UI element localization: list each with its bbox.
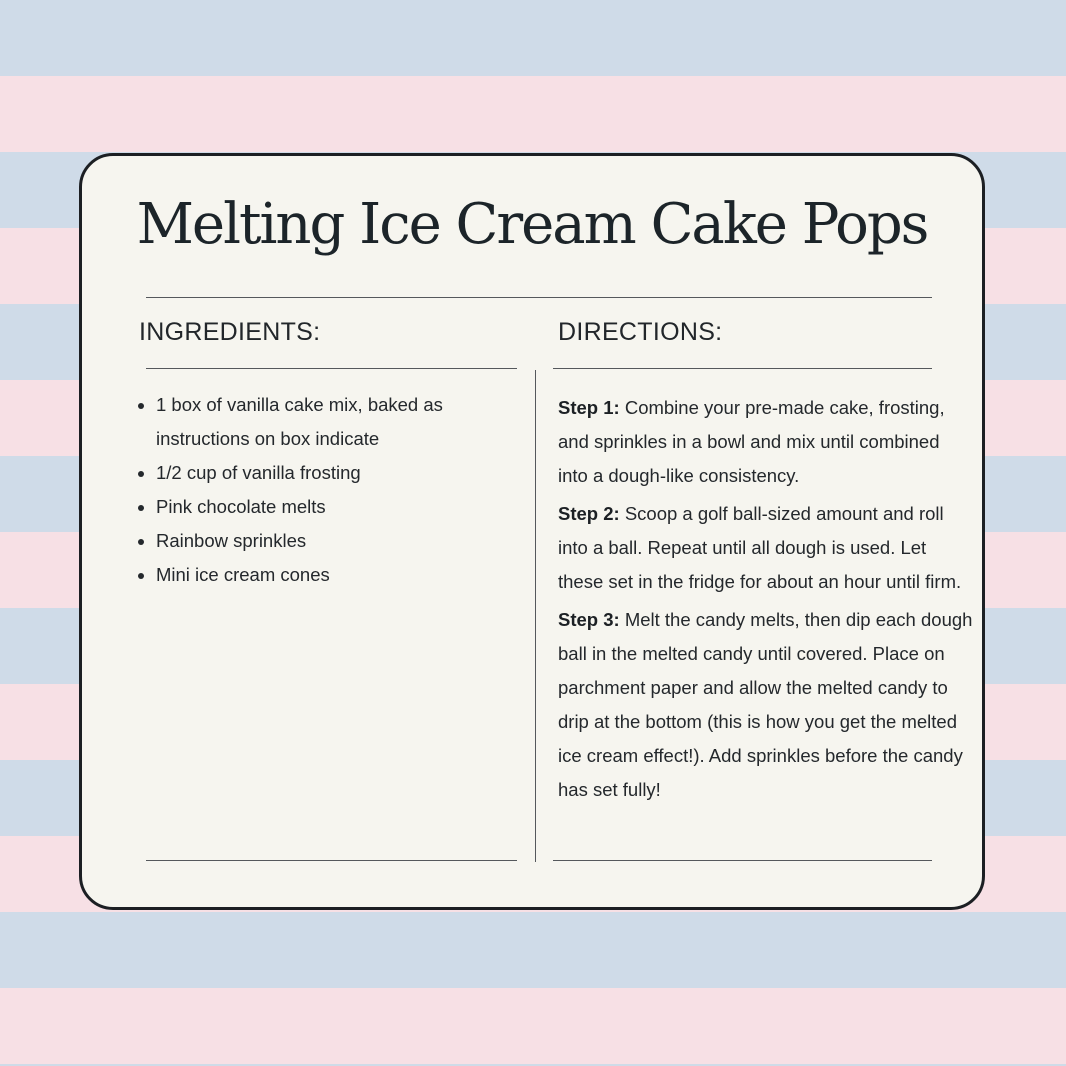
ingredients-heading: INGREDIENTS: [139,318,321,346]
recipe-title: Melting Ice Cream Cake Pops [136,192,928,257]
list-item: • Pink chocolate melts [156,490,496,524]
title-divider [146,297,932,298]
directions-list [558,391,973,811]
list-item: • Mini ice cream cones [156,558,496,592]
step-label: Step 2: [558,503,620,524]
direction-step-3 [558,603,973,807]
ingredients-heading-divider [146,368,517,369]
step-text: Combine your pre-made cake, frosting, and sprinkles in a bowl and mix until combined into a dough-like consistency. [558,397,945,486]
direction-step-2 [558,497,973,599]
step-label: Step 1: [558,397,620,418]
directions-heading: DIRECTIONS: [558,318,723,346]
recipe-card [79,153,985,910]
direction-step-1 [558,391,973,493]
step-label: Step 3: [558,609,620,630]
ingredients-list [134,388,496,592]
list-item: • 1 box of vanilla cake mix, baked as instructions on box indicate [156,388,496,456]
directions-heading-divider [553,368,932,369]
ingredients-bottom-divider [146,860,517,861]
step-text: Melt the candy melts, then dip each dough ball in the melted candy until covered. Place on parchment paper and allow the melted candy to drip at the bottom (this is how you get the melted ice cream effect!). Add sprinkles before the candy has set fully! [558,609,973,800]
step-text: Scoop a golf ball-sized amount and roll into a ball. Repeat until all dough is used. Let these set in the fridge for about an hour until firm. [558,503,962,592]
list-item: • 1/2 cup of vanilla frosting [156,456,496,490]
directions-bottom-divider [553,860,932,861]
column-divider [535,370,536,862]
list-item: • Rainbow sprinkles [156,524,496,558]
